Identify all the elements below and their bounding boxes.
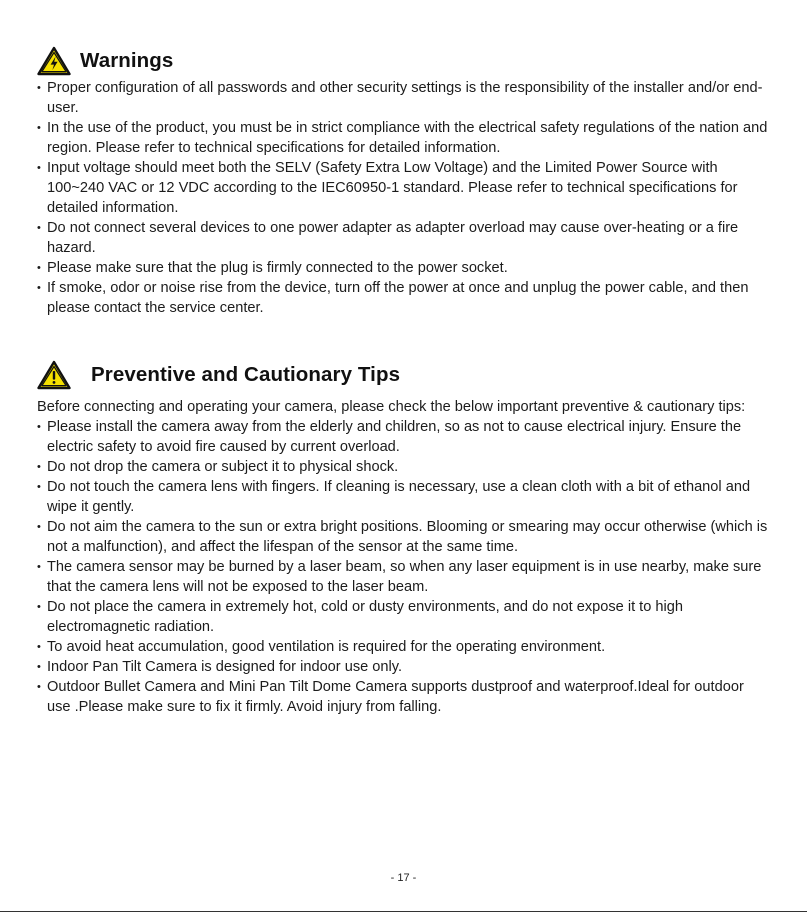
page-number: - 17 -: [390, 872, 417, 884]
list-item: • If smoke, odor or noise rise from the device, turn off the power at once and unplug the power cable, and then please contact the service center.: [37, 278, 769, 318]
tips-list: [37, 417, 769, 717]
list-item: • Do not place the camera in extremely hot, cold or dusty environments, and do not expose it to high electromagnetic radiation.: [37, 597, 769, 637]
list-item: • Please make sure that the plug is firmly connected to the power socket.: [37, 258, 769, 278]
list-item: • Do not connect several devices to one power adapter as adapter overload may cause over-heating or a fire hazard.: [37, 218, 769, 258]
warnings-heading: [37, 44, 769, 78]
bottom-divider: [0, 911, 807, 912]
tips-title: Preventive and Cautionary Tips: [91, 363, 401, 386]
list-item: • Input voltage should meet both the SELV (Safety Extra Low Voltage) and the Limited Power Source with 100~240 VAC or 12 VDC according to the IEC60950-1 standard. Please refer to technical specifications for detailed information.: [37, 158, 769, 218]
list-item: • Please install the camera away from the elderly and children, so as not to cause electrical injury. Ensure the electric safety to avoid fire caused by current overload.: [37, 417, 769, 457]
warnings-section: [37, 44, 769, 318]
tips-intro: Before connecting and operating your camera, please check the below important preventive & cautionary tips:: [37, 399, 746, 415]
warnings-list: [37, 78, 769, 318]
list-item: • The camera sensor may be burned by a laser beam, so when any laser equipment is in use nearby, make sure that the camera lens will not be exposed to the laser beam.: [37, 557, 769, 597]
list-item: • In the use of the product, you must be in strict compliance with the electrical safety regulations of the nation and region. Please refer to technical specifications for detailed information.: [37, 118, 769, 158]
warnings-title: Warnings: [80, 49, 174, 72]
list-item: • Indoor Pan Tilt Camera is designed for indoor use only.: [37, 657, 769, 677]
list-item: • Do not touch the camera lens with fingers. If cleaning is necessary, use a clean cloth with a bit of ethanol and wipe it gently.: [37, 477, 769, 517]
list-item: • Outdoor Bullet Camera and Mini Pan Tilt Dome Camera supports dustproof and waterproof.Ideal for outdoor use .Please make sure to fix it firmly. Avoid injury from falling.: [37, 677, 769, 717]
exclamation-warning-icon: [37, 360, 71, 390]
lightning-warning-icon: [37, 46, 71, 76]
tips-heading: [37, 358, 769, 392]
tips-section: [37, 358, 769, 717]
list-item: • Proper configuration of all passwords and other security settings is the responsibility of the installer and/or end-user.: [37, 78, 769, 118]
list-item: • Do not drop the camera or subject it to physical shock.: [37, 457, 769, 477]
list-item: • To avoid heat accumulation, good ventilation is required for the operating environment.: [37, 637, 769, 657]
list-item: • Do not aim the camera to the sun or extra bright positions. Blooming or smearing may occur otherwise (which is not a malfunction), and affect the lifespan of the sensor at the same time.: [37, 517, 769, 557]
